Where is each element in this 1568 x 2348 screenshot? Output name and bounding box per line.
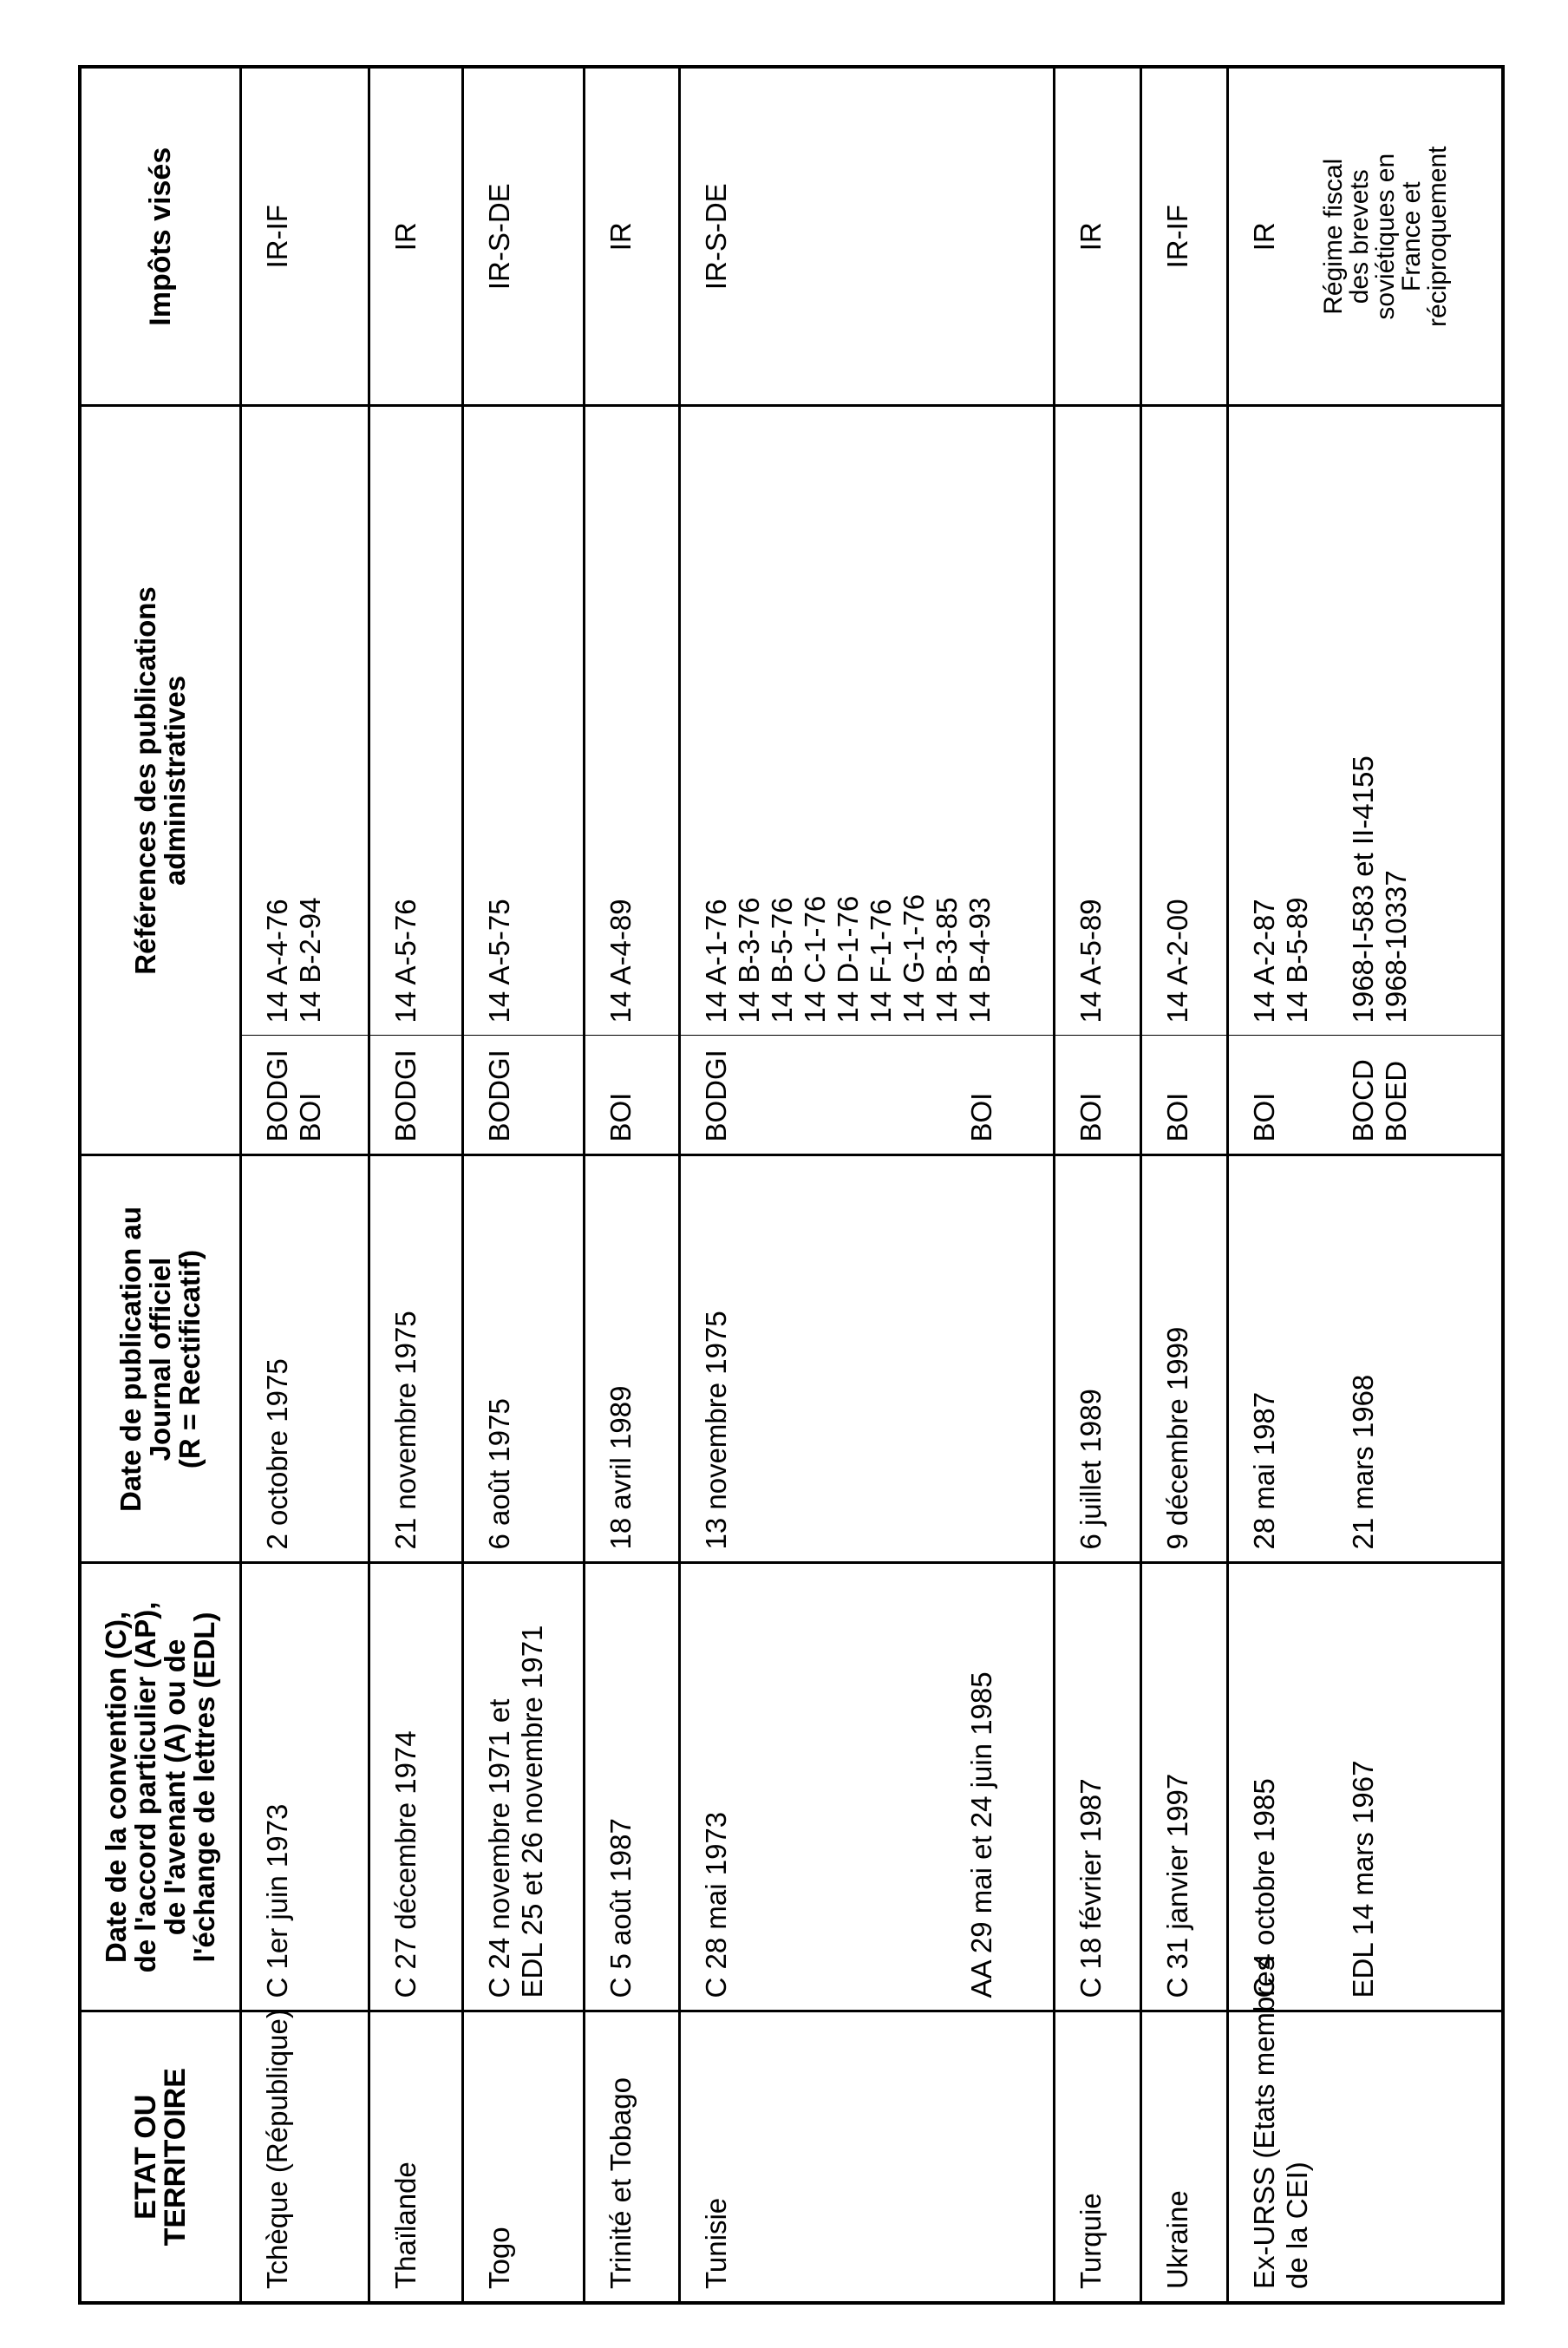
header-date-convention-line: de l'accord particulier (AP),	[128, 1601, 161, 1973]
pub-ref: 14 A-4-89	[604, 899, 637, 1024]
cell-pub-refs	[1140, 406, 1227, 1036]
pub-ref: 14 C-1-76	[798, 895, 831, 1024]
header-date-convention	[80, 1563, 240, 2011]
spacer	[1281, 1577, 1347, 1998]
cell-pub-codes	[240, 1036, 369, 1155]
pub-ref: 14 F-1-76	[864, 899, 897, 1024]
cell-pub-codes	[1054, 1036, 1140, 1155]
cell-impots: IR-S-DE	[462, 67, 584, 406]
spacer	[1314, 1049, 1347, 1142]
cell-publication: 13 novembre 1975	[679, 1155, 1054, 1563]
pub-ref: 14 B-4-93	[963, 897, 996, 1024]
cell-pub-refs	[240, 406, 369, 1036]
header-references-line: Références des publications	[128, 586, 161, 975]
impots-line: IR	[1247, 222, 1280, 252]
cell-impots: IR	[369, 67, 462, 406]
cell-pub-codes	[369, 1036, 462, 1155]
cell-convention: C 27 décembre 1974	[369, 1563, 462, 2011]
header-date-publication-line: (R = Rectificatif)	[173, 1249, 206, 1469]
pub-code: BODGI	[482, 1050, 515, 1142]
table-row	[369, 67, 462, 2303]
spacer	[1281, 1169, 1347, 1550]
etat-line: de la CEI)	[1280, 2162, 1313, 2289]
cell-convention	[679, 1563, 1054, 2011]
table-row	[1054, 67, 1140, 2303]
pub-ref: 14 B-3-85	[930, 897, 963, 1024]
regime-line: réciproquement	[1422, 146, 1452, 327]
cell-pub-refs	[584, 406, 679, 1036]
pub-code: BOI	[604, 1092, 637, 1142]
pub-code: BODGI	[389, 1050, 421, 1142]
pub-ref: 1968-10337	[1379, 870, 1412, 1024]
cell-impots: IR	[1054, 67, 1140, 406]
cell-pub-codes	[584, 1036, 679, 1155]
header-references	[80, 406, 240, 1155]
pub-code: BOI	[1160, 1092, 1193, 1142]
spacer	[1281, 1049, 1314, 1142]
cell-publication: 21 novembre 1975	[369, 1155, 462, 1563]
pub-ref: 1968-I-583 et II-4155	[1346, 755, 1379, 1024]
pub-code: BOI	[293, 1092, 326, 1142]
cell-convention	[1227, 1563, 1503, 2011]
table-row	[679, 67, 1054, 2303]
cell-pub-refs	[369, 406, 462, 1036]
cell-etat: Trinité et Tobago	[584, 2011, 679, 2303]
header-impots: Impôts visés	[80, 67, 240, 406]
cell-etat: Tunisie	[679, 2011, 1054, 2303]
regime-line: Régime fiscal	[1318, 158, 1348, 315]
cell-convention: C 5 août 1987	[584, 1563, 679, 2011]
table-row	[240, 67, 369, 2303]
spacer	[733, 1577, 965, 1998]
tax-treaty-table	[78, 65, 1505, 2305]
cell-impots: IR-IF	[240, 67, 369, 406]
pub-ref: 14 B-3-76	[732, 897, 765, 1024]
header-date-publication-line: Date de publication au	[114, 1206, 147, 1513]
cell-pub-refs	[462, 406, 584, 1036]
cell-impots: IR-IF	[1140, 67, 1227, 406]
convention-line: EDL 14 mars 1967	[1346, 1760, 1379, 1998]
cell-publication: 6 juillet 1989	[1054, 1155, 1140, 1563]
cell-convention: C 18 février 1987	[1054, 1563, 1140, 2011]
cell-convention: C 31 janvier 1997	[1140, 1563, 1227, 2011]
cell-etat: Ukraine	[1140, 2011, 1227, 2303]
pub-ref: 14 B-5-76	[765, 897, 798, 1024]
pub-ref: 14 A-5-75	[482, 899, 515, 1024]
convention-line: AA 29 mai et 24 juin 1985	[964, 1671, 997, 1998]
cell-pub-refs	[679, 406, 1054, 1036]
header-row	[80, 67, 240, 2303]
cell-pub-codes	[679, 1036, 1054, 1155]
header-date-publication-line: Journal officiel	[143, 1257, 176, 1462]
cell-publication: 9 décembre 1999	[1140, 1155, 1227, 1563]
table-row	[462, 67, 584, 2303]
convention-line: C 4 octobre 1985	[1247, 1778, 1280, 1998]
cell-pub-codes	[1140, 1036, 1227, 1155]
cell-etat: Turquie	[1054, 2011, 1140, 2303]
table-row	[1227, 67, 1503, 2303]
cell-etat	[1227, 1956, 1503, 2303]
cell-pub-refs	[1227, 406, 1503, 1036]
pub-ref: 14 B-5-89	[1280, 897, 1313, 1024]
pub-ref: 14 A-5-89	[1074, 899, 1107, 1024]
pub-code: BOCD	[1346, 1059, 1379, 1142]
cell-pub-codes	[462, 1036, 584, 1155]
cell-etat: Togo	[462, 2011, 584, 2303]
table-row	[1140, 67, 1227, 2303]
pub-code: BODGI	[260, 1050, 293, 1142]
pub-code: BOED	[1379, 1060, 1412, 1142]
pub-ref: 14 B-2-94	[293, 897, 326, 1024]
header-date-convention-line: Date de la convention (C),	[99, 1611, 132, 1964]
convention-line: EDL 25 et 26 novembre 1971	[515, 1625, 548, 1998]
cell-impots: IR-S-DE	[679, 67, 1054, 406]
pub-ref: 14 A-4-76	[260, 899, 293, 1024]
pub-code: BOI	[1074, 1092, 1107, 1142]
cell-convention: C 1er juin 1973	[240, 1563, 369, 2011]
pub-ref: 14 A-5-76	[389, 899, 421, 1024]
cell-impots	[1227, 67, 1503, 406]
convention-line: C 28 mai 1973	[699, 1811, 732, 1998]
header-date-convention-line: l'échange de lettres (EDL)	[187, 1612, 220, 1963]
publication-line: 28 mai 1987	[1247, 1391, 1280, 1550]
cell-convention	[462, 1563, 584, 2011]
cell-etat: Tchèque (République)	[240, 2011, 369, 2303]
spacer	[1314, 419, 1347, 1023]
spacer	[1281, 72, 1321, 402]
cell-etat: Thaïlande	[369, 2011, 462, 2303]
pub-code: BOI	[1247, 1092, 1280, 1142]
cell-publication: 18 avril 1989	[584, 1155, 679, 1563]
header-etat: ETAT OU TERRITOIRE	[80, 2011, 240, 2303]
pub-code: BODGI	[699, 1050, 732, 1142]
pub-ref: 14 A-1-76	[699, 899, 732, 1024]
header-date-publication	[80, 1155, 240, 1563]
pub-ref: 14 D-1-76	[831, 895, 864, 1024]
etat-line: Ex-URSS (Etats membres	[1247, 1956, 1280, 2289]
cell-pub-codes	[1227, 1036, 1503, 1155]
regime-line: France et	[1396, 181, 1426, 292]
cell-publication	[1227, 1155, 1503, 1563]
regime-line: des brevets	[1344, 169, 1374, 304]
cell-impots: IR	[584, 67, 679, 406]
pub-ref: 14 A-2-00	[1160, 899, 1193, 1024]
spacer	[733, 1049, 965, 1142]
pub-ref: 14 G-1-76	[897, 893, 930, 1024]
table-row	[584, 67, 679, 2303]
pub-code: BOI	[964, 1092, 997, 1142]
cell-pub-refs	[1054, 406, 1140, 1036]
cell-publication: 6 août 1975	[462, 1155, 584, 1563]
convention-line: C 24 novembre 1971 et	[482, 1698, 515, 1998]
cell-publication: 2 octobre 1975	[240, 1155, 369, 1563]
regime-line: soviétiques en	[1370, 153, 1400, 320]
header-date-convention-line: de l'avenant (A) ou de	[158, 1638, 191, 1936]
publication-line: 21 mars 1968	[1346, 1374, 1379, 1550]
pub-ref: 14 A-2-87	[1247, 899, 1280, 1024]
header-references-line: administratives	[158, 675, 191, 886]
